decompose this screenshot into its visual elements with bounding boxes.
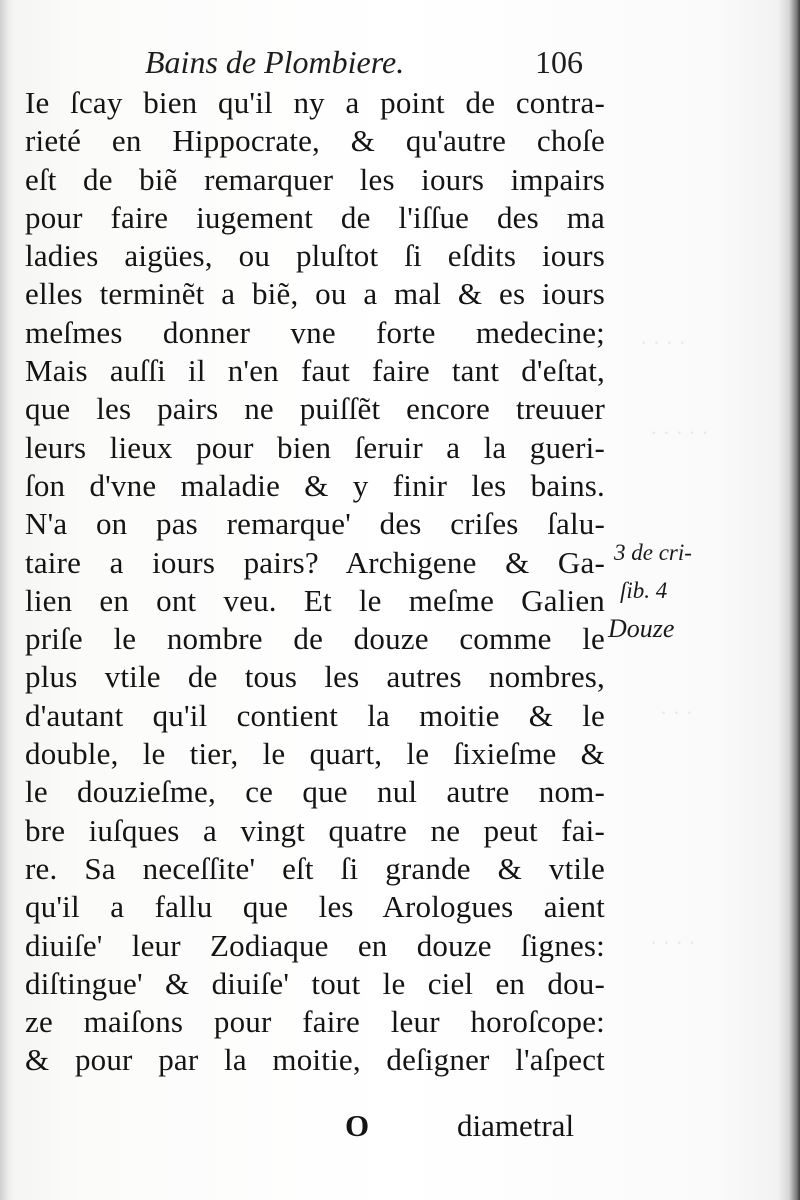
text-line: elles terminẽt a biẽ, ou a mal & es iours [25, 276, 605, 312]
page-footer [25, 1108, 605, 1148]
text-line: ſon d'vne maladie & y finir les bains. [25, 467, 605, 503]
show-through-ink: · · · · · [650, 420, 709, 445]
show-through-ink: · · · [660, 700, 693, 725]
text-line: que les pairs ne puiſſẽt encore treuuer [25, 391, 605, 427]
signature-mark: O [345, 1108, 370, 1143]
text-line: rieté en Hippocrate, & qu'autre choſe [25, 123, 605, 159]
text-line: diſtingue' & diuiſe' tout le ciel en dou- [25, 965, 605, 1001]
page-edge-shadow [778, 0, 800, 1200]
text-line: d'autant qu'il contient la moitie & le [25, 697, 605, 733]
marginal-notes [608, 534, 758, 648]
text-line: lien en ont veu. Et le meſme Galien [25, 582, 605, 618]
margin-note: Douze [608, 614, 675, 643]
page-number: 106 [535, 44, 583, 80]
show-through-ink: · · · · [650, 930, 696, 955]
text-line: qu'il a fallu que les Arologues aient [25, 889, 605, 925]
text-line: pour faire iugement de l'iſſue des ma [25, 199, 605, 235]
body-text [25, 84, 605, 1080]
running-title: Bains de Plombiere. [145, 44, 405, 80]
page-gutter-shadow [0, 0, 14, 1200]
text-line: double, le tier, le quart, le ſixieſme & [25, 736, 605, 772]
text-line: ladies aigües, ou pluſtot ſi eſdits iours [25, 238, 605, 274]
margin-note: 3 de cri- [614, 540, 692, 565]
show-through-ink: · · · · [640, 330, 686, 355]
text-line: ze maiſons pour faire leur horoſcope: [25, 1004, 605, 1040]
text-line: eſt de biẽ remarquer les iours impairs [25, 161, 605, 197]
text-line: plus vtile de tous les autres nombres, [25, 659, 605, 695]
text-line: diuiſe' leur Zodiaque en douze ſignes: [25, 927, 605, 963]
margin-note: ſib. 4 [620, 578, 668, 603]
text-line: Ie ſcay bien qu'il ny a point de contra- [25, 85, 605, 120]
text-line: re. Sa neceſſite' eſt ſi grande & vtile [25, 850, 605, 886]
text-line: bre iuſques a vingt quatre ne peut fai- [25, 812, 605, 848]
text-line: leurs lieux pour bien ſeruir a la gueri- [25, 429, 605, 465]
text-line: N'a on pas remarque' des criſes ſalu- [25, 506, 605, 542]
text-line: meſmes donner vne forte medecine; [25, 314, 605, 350]
text-line: priſe le nombre de douze comme le [25, 621, 605, 657]
text-line: Mais auſſi il n'en faut faire tant d'eſtat, [25, 353, 605, 389]
text-line: taire a iours pairs? Archigene & Ga- [25, 544, 605, 580]
catchword: diametral [457, 1108, 575, 1143]
text-line: le douzieſme, ce que nul autre nom- [25, 774, 605, 810]
text-line: & pour par la moitie, deſigner l'aſpect [25, 1042, 605, 1078]
